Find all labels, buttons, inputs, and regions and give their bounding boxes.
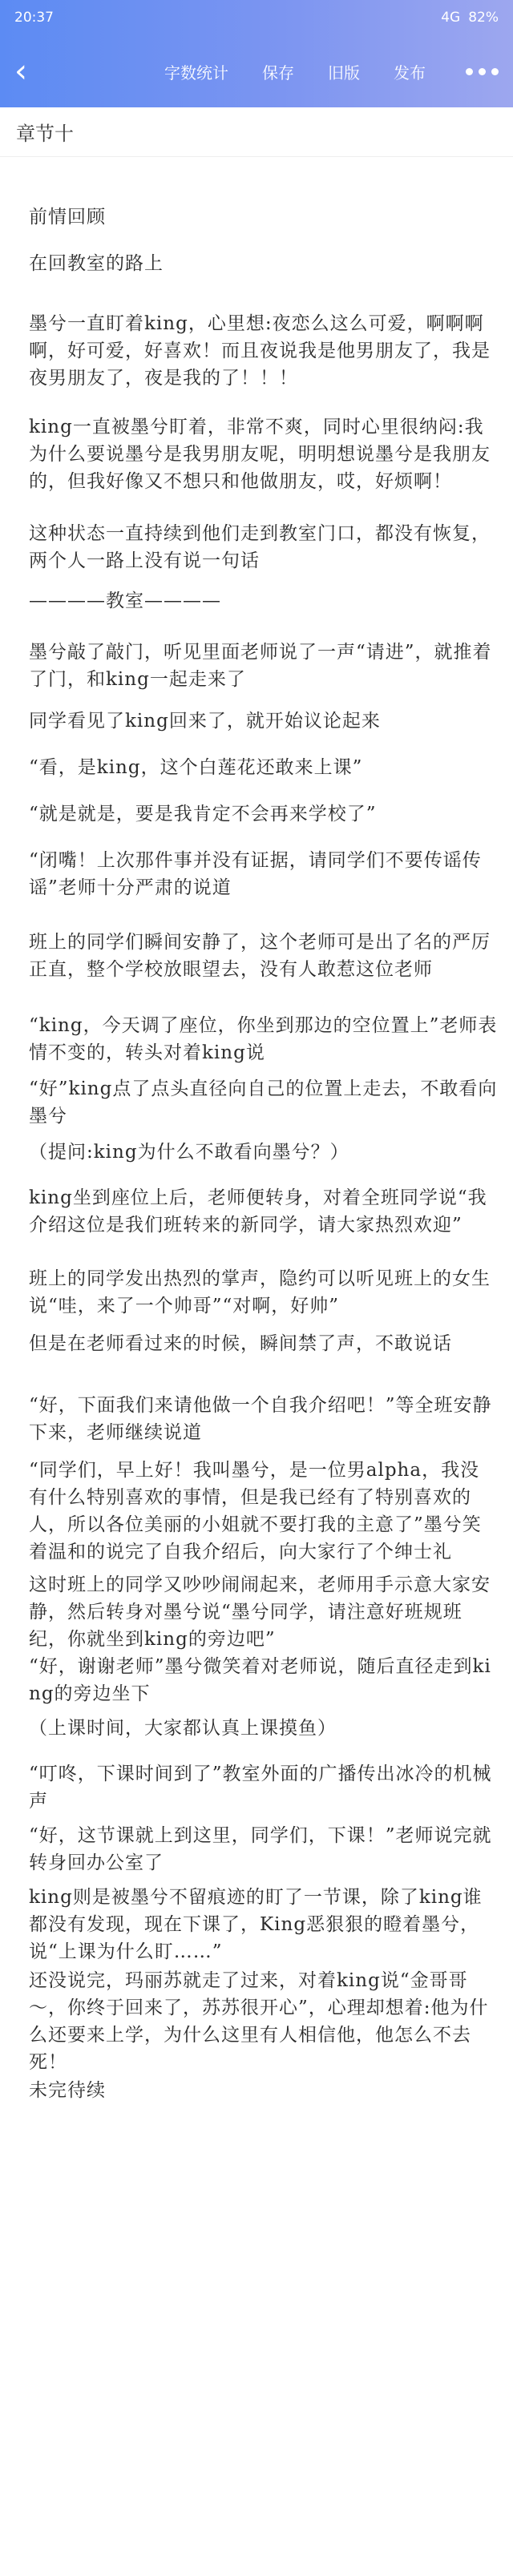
paragraph: （提问:king为什么不敢看向墨兮？） — [29, 1142, 349, 1163]
battery-level: 82% — [468, 10, 499, 26]
paragraph: 在回教室的路上 — [29, 253, 164, 274]
paragraph: （上课时间，大家都认真上课摸鱼） — [29, 1718, 337, 1739]
paragraph: 同学看见了king回来了，就开始议论起来 — [29, 711, 381, 732]
status-bar — [0, 0, 513, 35]
paragraph: king则是被墨兮不留痕迹的盯了一节课，除了king谁都没有发现，现在下课了，King恶狠狠的瞪着墨兮，说“上课为什么盯……” — [29, 1887, 483, 1962]
status-time: 20:37 — [14, 10, 54, 26]
paragraph: “闭嘴！上次那件事并没有证据，请同学们不要传谣传谣”老师十分严肃的说道 — [29, 850, 482, 898]
paragraph: ————教室———— — [29, 591, 221, 611]
paragraph: 班上的同学发出热烈的掌声，隐约可以听见班上的女生说“哇，来了一个帅哥”“对啊，好帅” — [29, 1268, 491, 1316]
paragraph: “好，这节课就上到这里，同学们，下课！”老师说完就转身回办公室了 — [29, 1825, 492, 1873]
paragraph: 这时班上的同学又吵吵闹闹起来，老师用手示意大家安静，然后转身对墨兮说“墨兮同学，请注意好班规班纪，你就坐到king的旁边吧” — [29, 1574, 491, 1650]
network-indicator: 4G — [441, 10, 461, 26]
save-button[interactable]: 保存 — [262, 62, 294, 83]
old-version-button[interactable]: 旧版 — [328, 62, 360, 83]
paragraph: “看，是king，这个白莲花还敢来上课” — [29, 757, 363, 778]
paragraph: “就是就是，要是我肯定不会再来学校了” — [29, 804, 377, 824]
paragraph: “同学们，早上好！我叫墨兮，是一位男alpha，我没有什么特别喜欢的事情，但是我已经有了特别喜欢的人，所以各位美丽的小姐就不要打我的主意了”墨兮笑着温和的说完了自我介绍后，向大家行了个绅士礼 — [29, 1460, 482, 1562]
back-arrow-icon[interactable]: ‹ — [14, 53, 27, 90]
chapter-title: 章节十 — [16, 123, 74, 145]
paragraph: “好”king点了点头直径向自己的位置上走去，不敢看向墨兮 — [29, 1078, 498, 1127]
paragraph: “好，下面我们来请他做一个自我介绍吧！”等全班安静下来，老师继续说道 — [29, 1395, 492, 1443]
paragraph: “好，谢谢老师”墨兮微笑着对老师说，随后直径走到king的旁边坐下 — [29, 1656, 491, 1704]
paragraph: 班上的同学们瞬间安静了，这个老师可是出了名的严厉正直，整个学校放眼望去，没有人敢惹这位老师 — [29, 932, 491, 980]
publish-button[interactable]: 发布 — [394, 62, 426, 83]
app-bar — [0, 0, 513, 107]
paragraph: 墨兮敲了敲门，听见里面老师说了一声“请进”，就推着了门，和king一起走来了 — [29, 642, 492, 690]
paragraph: king一直被墨兮盯着，非常不爽，同时心里很纳闷:我为什么要说墨兮是我男朋友呢，明明想说墨兮是我朋友的，但我好像又不想只和他做朋友，哎，好烦啊！ — [29, 417, 491, 492]
paragraph: “叮咚，下课时间到了”教室外面的广播传出冰冷的机械声 — [29, 1764, 492, 1812]
word-count-button[interactable]: 字数统计 — [164, 62, 228, 83]
paragraph: king坐到座位上后，老师便转身，对着全班同学说“我介绍这位是我们班转来的新同学，请大家热烈欢迎” — [29, 1187, 487, 1236]
more-options-icon[interactable] — [466, 68, 499, 75]
paragraph: 还没说完，玛丽苏就走了过来，对着king说“金哥哥～，你终于回来了，苏苏很开心”，心理却想着:他为什么还要来上学，为什么这里有人相信他，他怎么不去死！ — [29, 1970, 489, 2073]
chapter-title-field[interactable] — [0, 107, 513, 157]
paragraph: 墨兮一直盯着king，心里想:夜恋么这么可爱，啊啊啊啊，好可爱，好喜欢！而且夜说我是他男朋友了，我是夜男朋友了，夜是我的了！！！ — [29, 313, 491, 389]
editor-toolbar — [0, 35, 513, 107]
paragraph: 未完待续 — [29, 2080, 106, 2101]
paragraph: 但是在老师看过来的时候，瞬间禁了声，不敢说话 — [29, 1333, 452, 1354]
paragraph: 前情回顾 — [29, 207, 106, 228]
paragraph: 这种状态一直持续到他们走到教室门口，都没有恢复，两个人一路上没有说一句话 — [29, 523, 491, 571]
paragraph: “king，今天调了座位，你坐到那边的空位置上”老师表情不变的，转头对着king说 — [29, 1015, 498, 1063]
